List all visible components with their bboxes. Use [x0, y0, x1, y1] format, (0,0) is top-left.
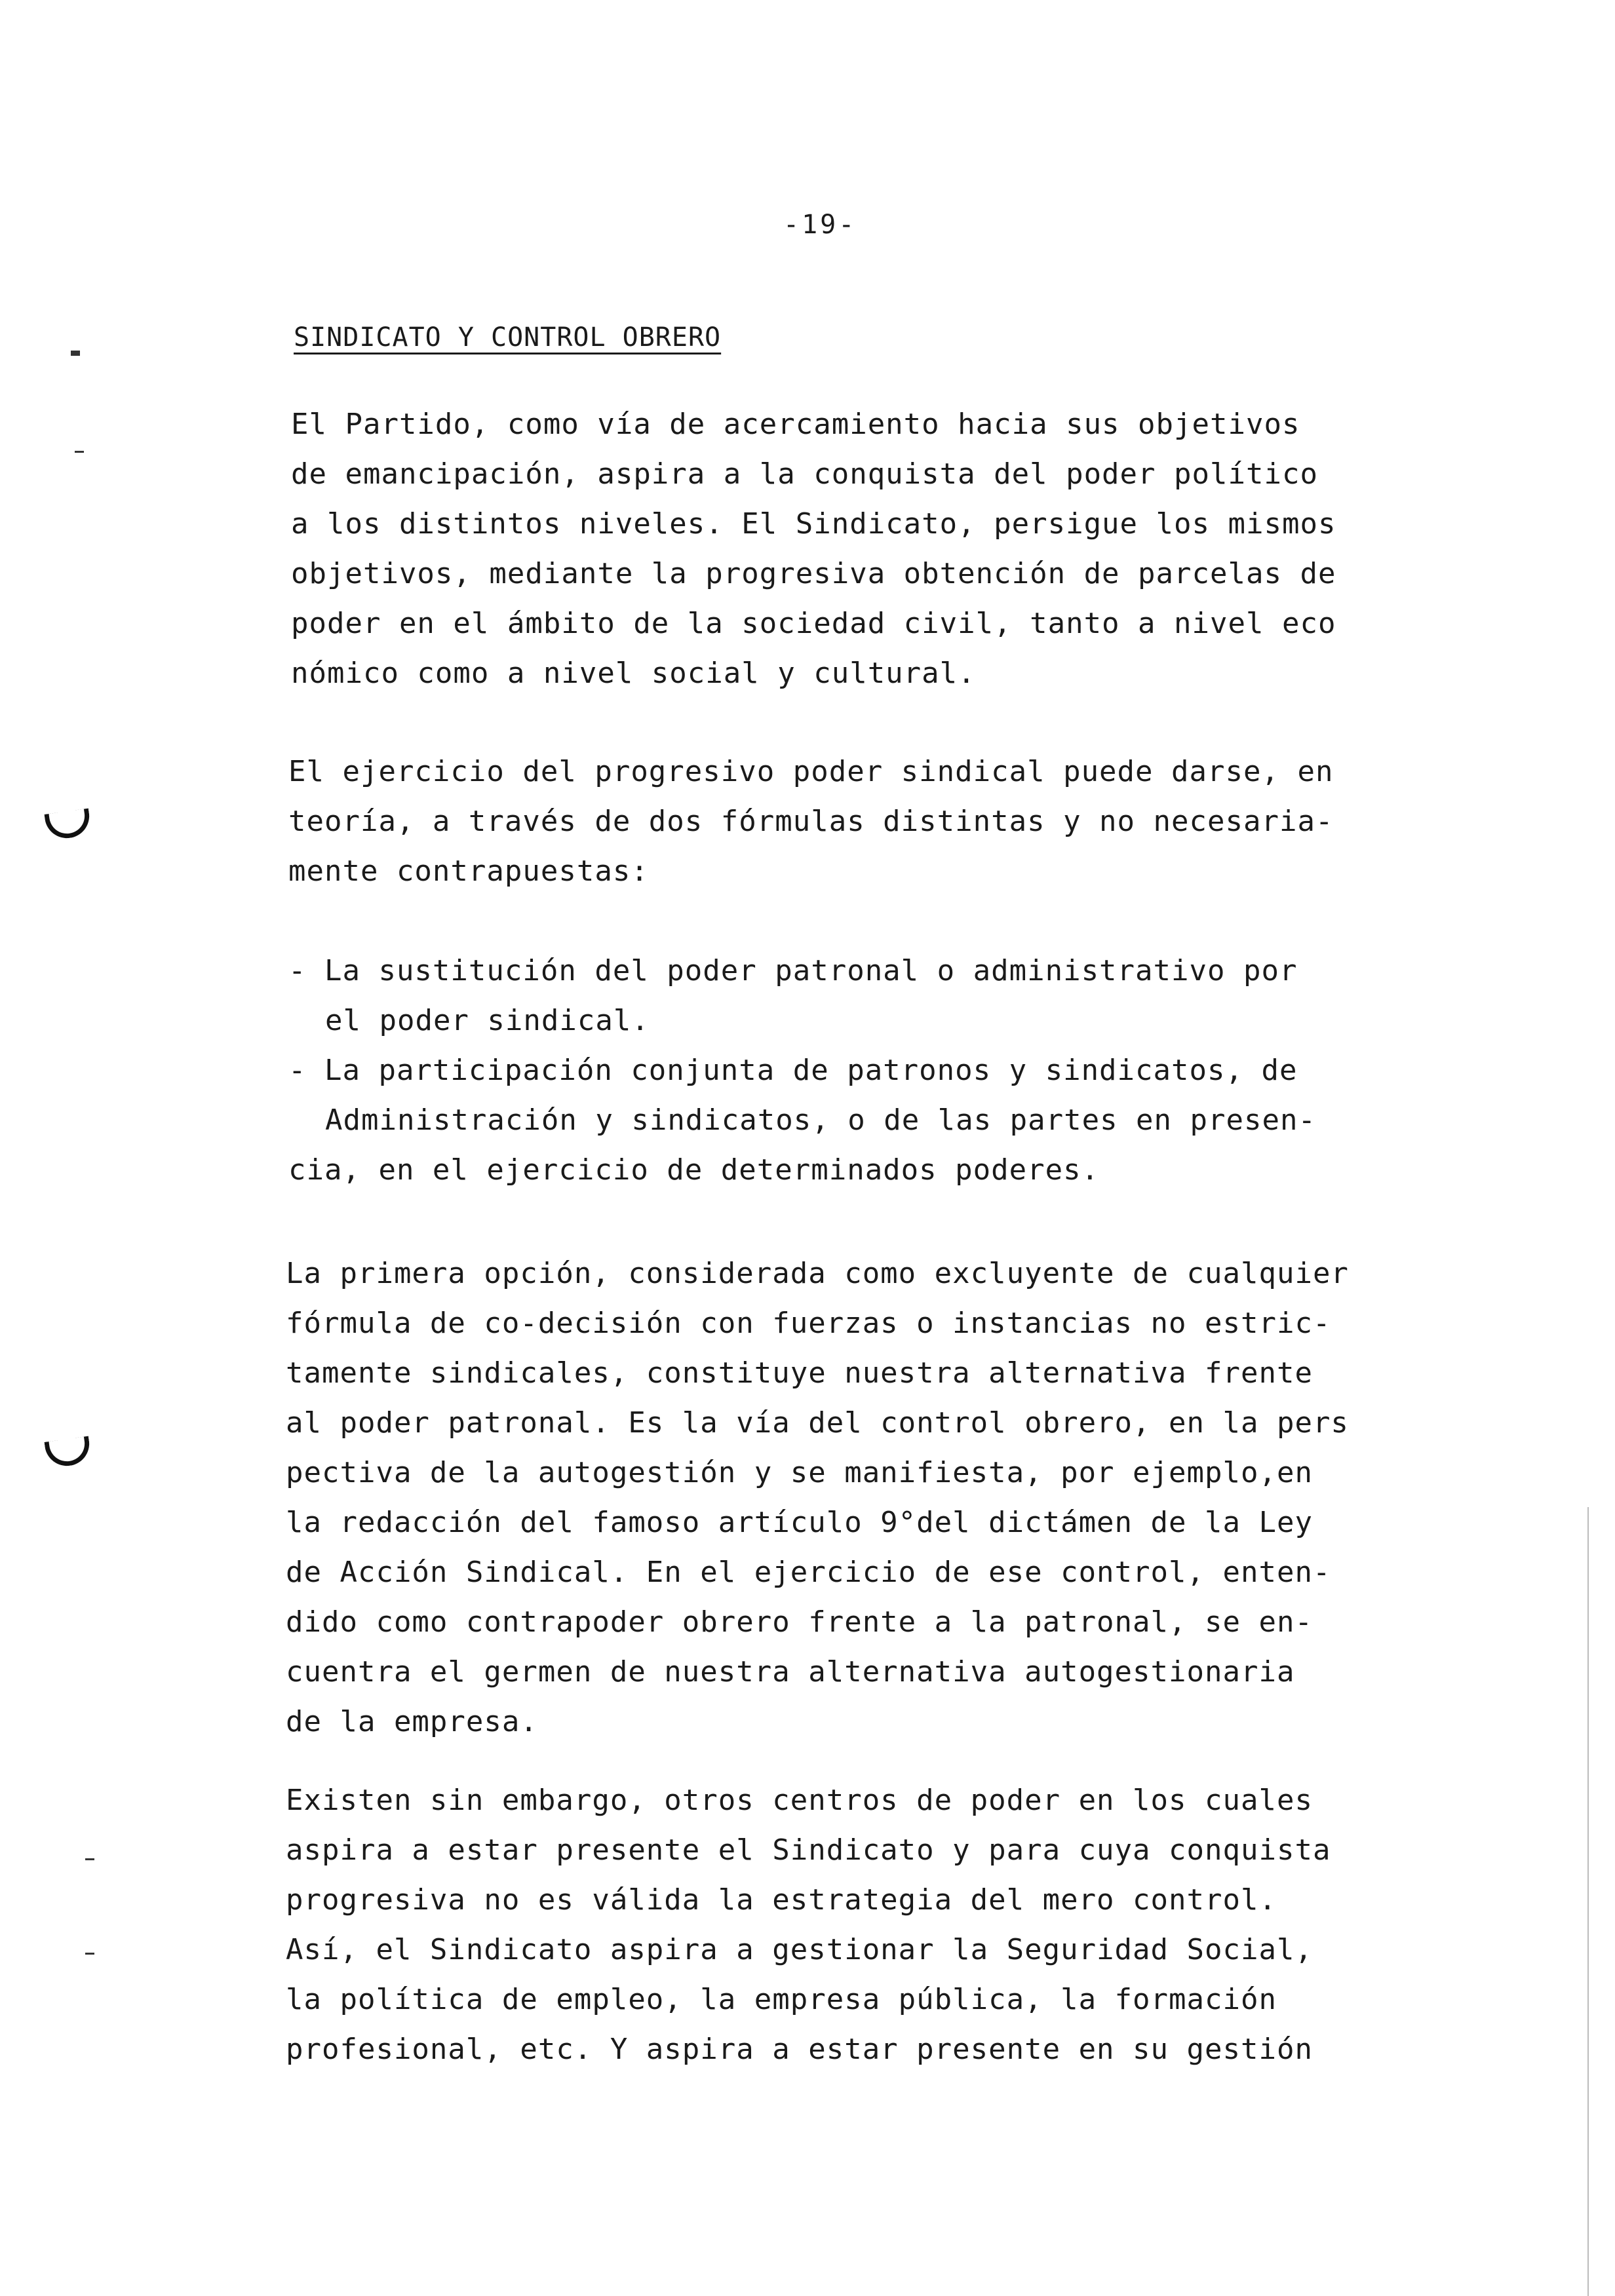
text-line: fórmula de co-decisión con fuerzas o instancias no estric- [286, 1307, 1331, 1340]
text-line: El ejercicio del progresivo poder sindical puede darse, en [288, 755, 1334, 788]
margin-dot [71, 351, 80, 356]
paragraph-4 [286, 1249, 1349, 1747]
text-line: tamente sindicales, constituye nuestra alternativa frente [286, 1356, 1313, 1390]
text-line: nómico como a nivel social y cultural. [291, 657, 976, 690]
text-line: a los distintos niveles. El Sindicato, persigue los mismos [291, 507, 1336, 541]
text-line: progresiva no es válida la estrategia del mero control. [286, 1883, 1277, 1917]
scan-edge-line [1587, 1507, 1589, 2296]
punch-hole-mark [44, 1436, 92, 1468]
paragraph-2 [288, 747, 1333, 896]
text-line: cuentra el germen de nuestra alternativa autogestionaria [286, 1655, 1295, 1689]
text-line: Existen sin embargo, otros centros de poder en los cuales [286, 1784, 1313, 1817]
margin-dash [85, 1953, 94, 1955]
text-line: de la empresa. [286, 1705, 538, 1738]
text-line: de Acción Sindical. En el ejercicio de ese control, enten- [286, 1556, 1331, 1589]
text-line: dido como contrapoder obrero frente a la patronal, se en- [286, 1605, 1313, 1639]
list-item-line: el poder sindical. [325, 1004, 650, 1037]
text-line: aspira a estar presente el Sindicato y para cuya conquista [286, 1833, 1331, 1867]
text-line: la redacción del famoso artículo 9°del dictámen de la Ley [286, 1506, 1313, 1539]
punch-hole-mark [44, 808, 92, 841]
text-line: profesional, etc. Y aspira a estar presente en su gestión [286, 2033, 1313, 2066]
text-line: poder en el ámbito de la sociedad civil, tanto a nivel eco [291, 607, 1336, 640]
text-line: al poder patronal. Es la vía del control obrero, en la pers [286, 1406, 1349, 1440]
list-item-line: - La participación conjunta de patronos y sindicatos, de [288, 1054, 1298, 1087]
text-line: El Partido, como vía de acercamiento hacia sus objetivos [291, 408, 1300, 441]
options-list [288, 946, 1316, 1195]
margin-dash [85, 1858, 94, 1860]
text-line: la política de empleo, la empresa pública, la formación [286, 1983, 1277, 2016]
section-heading: SINDICATO Y CONTROL OBRERO [294, 322, 722, 353]
list-item-line: cia, en el ejercicio de determinados poderes. [288, 1153, 1100, 1187]
text-line: de emancipación, aspira a la conquista del poder político [291, 457, 1318, 491]
text-line: pectiva de la autogestión y se manifiesta, por ejemplo,en [286, 1456, 1313, 1489]
list-item-line: Administración y sindicatos, o de las partes en presen- [325, 1103, 1316, 1137]
list-item-line: - La sustitución del poder patronal o administrativo por [288, 954, 1298, 987]
text-line: objetivos, mediante la progresiva obtención de parcelas de [291, 557, 1336, 590]
text-line: teoría, a través de dos fórmulas distintas y no necesaria- [288, 805, 1334, 838]
page-number: -19- [783, 210, 857, 240]
text-line: Así, el Sindicato aspira a gestionar la Seguridad Social, [286, 1933, 1313, 1966]
margin-dash [75, 451, 84, 453]
paragraph-1 [291, 400, 1336, 698]
text-line: La primera opción, considerada como excluyente de cualquier [286, 1257, 1349, 1290]
paragraph-5 [286, 1776, 1331, 2075]
text-line: mente contrapuestas: [288, 854, 649, 888]
